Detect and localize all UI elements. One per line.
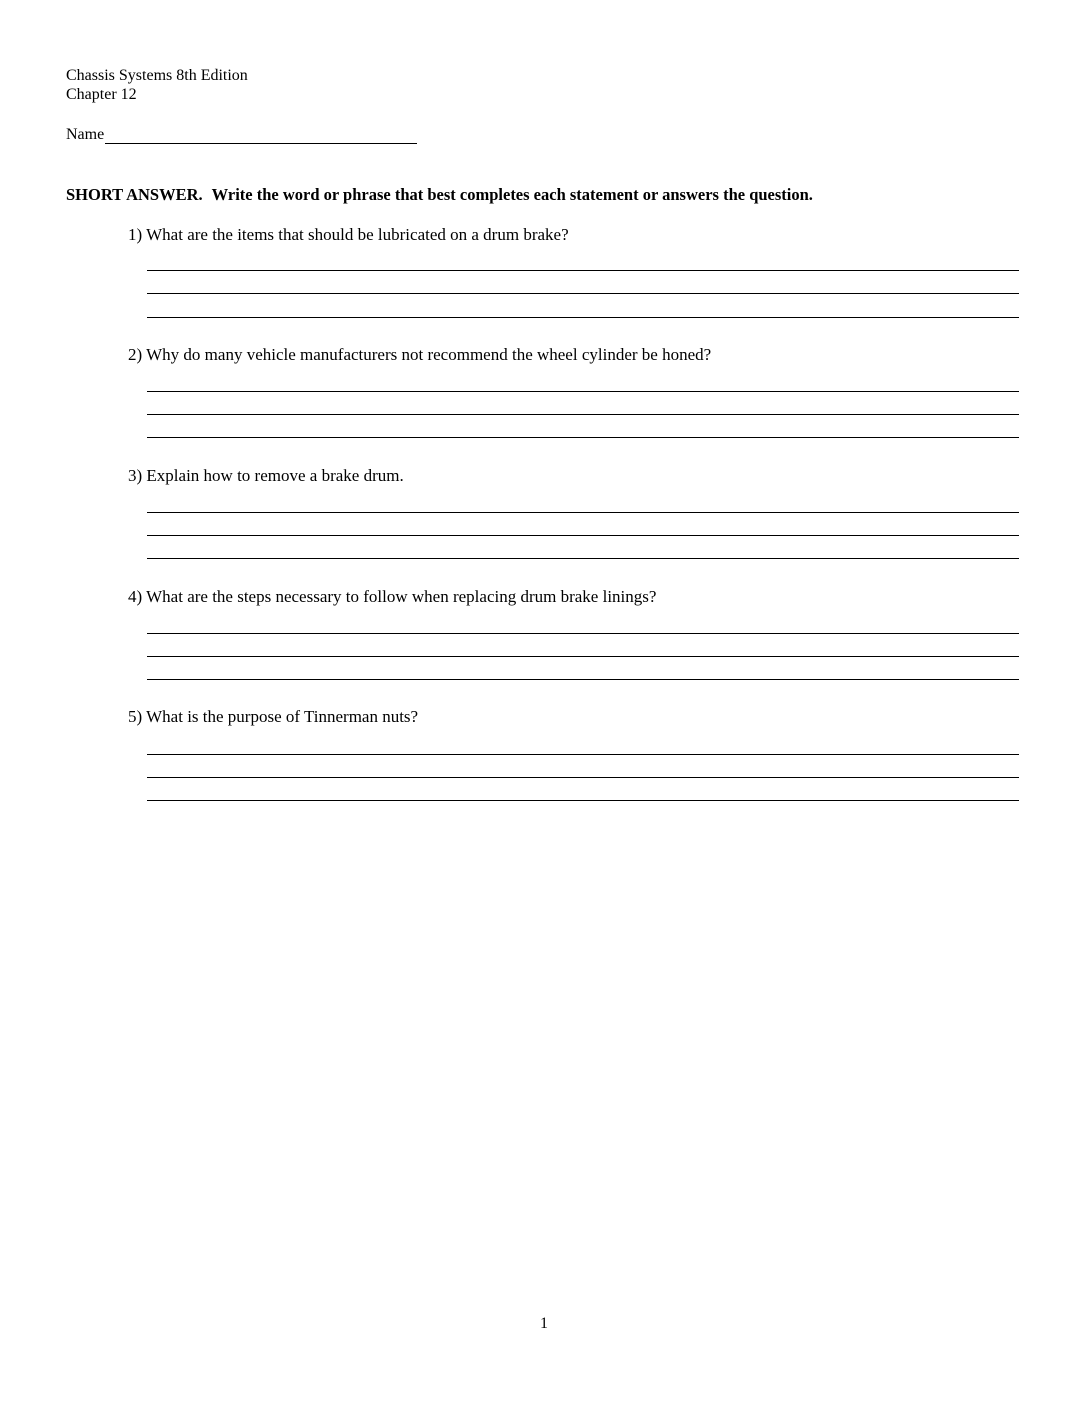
answer-line-1b[interactable] <box>147 293 1019 294</box>
answer-line-5b[interactable] <box>147 777 1019 778</box>
answer-line-1c[interactable] <box>147 317 1019 318</box>
question-text: What are the items that should be lubricated on a drum brake? <box>146 225 569 244</box>
question-3 <box>128 466 404 486</box>
instructions-text: Write the word or phrase that best completes each statement or answers the question. <box>211 185 813 204</box>
question-number: 4) <box>128 587 143 606</box>
name-field-row <box>66 126 417 144</box>
answer-line-2b[interactable] <box>147 414 1019 415</box>
answer-line-5a[interactable] <box>147 754 1019 755</box>
answer-line-1a[interactable] <box>147 270 1019 271</box>
question-number: 2) <box>128 345 143 364</box>
question-text: What are the steps necessary to follow when replacing drum brake linings? <box>146 587 657 606</box>
answer-line-4c[interactable] <box>147 679 1019 680</box>
answer-line-3c[interactable] <box>147 558 1019 559</box>
question-number: 1) <box>128 225 143 244</box>
answer-line-4b[interactable] <box>147 656 1019 657</box>
question-4 <box>128 587 656 607</box>
question-text: What is the purpose of Tinnerman nuts? <box>146 707 419 726</box>
question-2 <box>128 345 711 365</box>
question-text: Explain how to remove a brake drum. <box>146 466 404 485</box>
question-number: 3) <box>128 466 143 485</box>
name-blank-line[interactable] <box>105 126 417 144</box>
name-label: Name <box>66 126 105 143</box>
question-text: Why do many vehicle manufacturers not recommend the wheel cylinder be honed? <box>146 345 712 364</box>
answer-line-4a[interactable] <box>147 633 1019 634</box>
answer-line-3b[interactable] <box>147 535 1019 536</box>
answer-line-5c[interactable] <box>147 800 1019 801</box>
chapter-label: Chapter 12 <box>66 86 137 103</box>
section-instructions <box>66 185 1056 205</box>
section-label: SHORT ANSWER. <box>66 185 203 204</box>
book-title: Chassis Systems 8th Edition <box>66 67 248 84</box>
page-number: 1 <box>540 1315 548 1332</box>
question-1 <box>128 225 569 245</box>
question-5 <box>128 707 418 727</box>
question-number: 5) <box>128 707 143 726</box>
answer-line-2a[interactable] <box>147 391 1019 392</box>
answer-line-2c[interactable] <box>147 437 1019 438</box>
answer-line-3a[interactable] <box>147 512 1019 513</box>
